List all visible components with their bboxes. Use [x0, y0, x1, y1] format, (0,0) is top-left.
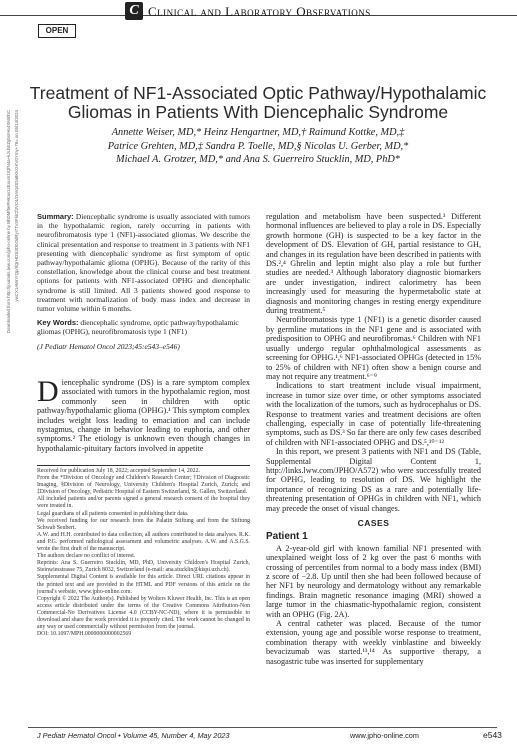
fn-supplemental: Supplemental Digital Content is available for this article. Direct URL citations appear in the printed text and are provided in the HTML and PDF versions of this article on the journal's website, www.jpho-online.com. [37, 574, 250, 595]
footer-rule [28, 727, 497, 728]
download-watermark [4, 110, 26, 530]
para-regulation: regulation and metabolism have been suspected.³ Different hormonal influences are believed to play a role in DS. Especially growth hormone (GH) is suspected to be a key factor in the development of DS. Elevation of GH, partial resistance to GH, and changes in its regulation have been described in patients with DS.²,⁴ Ghrelin and leptin might also play a role but further studies are needed.³ Although laboratory diagnostic biomarkers are under investigation, indirect calorimetry has been increasingly used for measuring the hypermetabolic state at diagnosis and monitoring changes in resting energy expenditure during treatment.⁵ [266, 212, 481, 316]
abstract-text: Diencephalic syndrome is usually associated with tumors in the hypothalamic region, rarely occurring in patients with neurofibromatosis type 1 (NF1)-associated gliomas. We describe the clinical presentation and response to treatment in 3 patients with NF1 presenting with diencephalic syndrome as first symptom of optic pathway/hypothalamic glioma (OPHG). Because of the rarity of this constellation, knowledge about the clinical course and best treatment options for patients with NF1-associated OPHG and diencephalic syndrome is still limited. All 3 patients showed good response to treatment with normalization of body mass index and decrease in tumor volume within 6 months. [37, 212, 251, 314]
fn-received: Received for publication July 18, 2022; accepted September 14, 2022. [37, 468, 200, 474]
fn-funding: We received funding for our research from the Palatin Stiftung and from the Stiftung Schwab Seubert. [37, 517, 250, 531]
title-line-2: Gliomas in Patients With Diencephalic Syndrome [67, 102, 449, 122]
para-nf1: Neurofibromatosis type 1 (NF1) is a genetic disorder caused by germline mutations in the NF1 gene and is associated with predisposition to OPHG and neurofibromas.⁶ Children with NF1 usually undergo regular ophthalmological assessments as screening for OPHG.¹,⁶ NF1-associated OPHGs (detected in 15% to 25% of children with NF1) often show a benign course and may not require any treatment.⁶⁻⁹ [266, 315, 481, 381]
abstract [37, 212, 250, 313]
article-title [28, 84, 488, 122]
footer-journal-info: J Pediatr Hematol Oncol • Volume 45, Number 4, May 2023 [37, 731, 230, 740]
fn-consent: All included patients and/or parents signed a general research consent of the hospital they were treated in. [37, 496, 250, 510]
abstract-block [37, 212, 250, 351]
patient-1-heading: Patient 1 [266, 531, 308, 543]
intro-text: iencephalic syndrome (DS) is a rare symptom complex associated with tumors in the hypothalamic region, most commonly seen in children with optic pathway/hypothalamic glioma (OPHG).¹ This symptom complex includes weight loss leading to emaciation and can include nystagmus, change in behavior leading to euphoria, and other symptoms.² The etiology is unknown even though changes in hypothalamic-pituitary factors involved in appetite [37, 378, 250, 453]
keywords-label: Key Words: [37, 318, 79, 328]
fn-copyright: Copyright © 2022 The Author(s). Published by Wolters Kluwer Health, Inc. This is an open access article distributed under the terms of the Creative Commons Attribution-Non Commercial-No Derivatives License 4.0 (CCBY-NC-ND), where it is permissible to download and share the work provided it is properly cited. The work cannot be changed in any way or used commercially without permission from the journal. [37, 595, 250, 631]
open-access-badge: OPEN [38, 24, 76, 38]
body-right-column [266, 212, 481, 666]
fn-reprints: Reprints: Ana S. Guerreiro Stucklin, MD, PhD, University Children's Hospital Zurich, Steinwiesstrasse 75, Zurich 8032, Switzerland (e-mail: ana.stucklin@kispi.uzh.ch). [37, 560, 250, 574]
author-list [28, 126, 488, 167]
para-indications: Indications to start treatment include visual impairment, increase in tumor size over time, or other symptoms associated with the localization of the tumors, such as hydrocephalus or DS. Response to treatment varies and treatment decisions are often challenging, especially in case of potentially life-threatening symptoms, such as DS.³ So far there are only few cases described of children with NF1-associated OPHG and DS.⁵,¹⁰⁻¹² [266, 381, 481, 447]
fn-affiliations: From the *Division of Oncology and Children's Research Center; †Division of Diagnostic Imaging, §Division of Neurology, University Children's Hospital Zurich, Zurich; and ‡Division of Oncology, Pediatric Hospital of Eastern Switzerland, St. Gallen, Switzerland. [37, 475, 250, 496]
cases-heading: CASES [357, 518, 390, 528]
keywords [37, 318, 250, 336]
fn-contributions: A.W. and H.H. contributed to data collection, all authors contributed to data analyses. R.K. and P.G. performed radiological assessment and volumetric analyses. A.W. and A.S.G.S. wrote the first draft of the manuscript. [37, 531, 250, 553]
authors-line-3: Michael A. Grotzer, MD,* and Ana S. Guerreiro Stucklin, MD, PhD* [116, 154, 400, 165]
fn-conflict: The authors declare no conflict of interest. [37, 553, 136, 560]
page-number: e543 [483, 730, 502, 740]
authors-line-2: Patrice Grehten, MD,‡ Sandra P. Toelle, MD,§ Nicolas U. Gerber, MD,* [107, 140, 409, 152]
watermark-line-2: ywCX1AWnYQp/IlQrHD3i3D0OdRyi7TvSFl4Cf3VC4/OAVpDDa8KKGKV0Ymy+78= on 05/14/2024 [14, 110, 19, 302]
title-line-1: Treatment of NF1-Associated Optic Pathway/Hypothalamic [29, 83, 487, 103]
para-patient-1: A 2-year-old girl with known familial NF1 presented with unexplained weight loss of 2 kg over the past 6 months with crossing of percentiles from normal to a body mass index (BMI) z score of −2.8. Up until then she had been followed because of her NF1 by neurology and dermatology without any remarkable findings. Brain magnetic resonance imaging (MRI) showed a large tumor in the chiasmatic-hypothalamic region, consistent with an OPHG (Fig. 2A). [266, 543, 481, 619]
fn-guardians: Legal guardians of all patients consented in publishing their data. [37, 510, 189, 517]
fn-doi: DOI: 10.1097/MPH.0000000000002569 [37, 631, 132, 638]
journal-citation: (J Pediatr Hematol Oncol 2023;45:e543–e546) [37, 341, 180, 351]
keywords-text: diencephalic syndrome, optic pathway/hypothalamic gliomas (OPHG), neurofibromatosis type 1 (NF1) [37, 318, 239, 337]
para-report: In this report, we present 3 patients with NF1 and DS (Table, Supplemental Digital Content 1, http://links.lww.com/JPHO/A572) who were successfully treated for OPHG, leading to resolution of DS. We highlight the importance of recognizing DS as a rare and potentially life-threatening presentation of OPHGs in children with NF1, which may precede the onset of visual changes. [266, 447, 481, 513]
journal-logo: C [125, 2, 143, 20]
footnote-rule [37, 465, 250, 466]
journal-section-name: Clinical and Laboratory Observations [148, 4, 371, 19]
para-treatment: A central catheter was placed. Because of the tumor extension, young age and possible worse response to treatment, combination therapy with weekly vinblastine and biweekly bevacizumab was started.¹³,¹⁴ As supportive therapy, a nasogastric tube was inserted for supplementary [266, 619, 481, 666]
watermark-line-1: Downloaded from http://journals.lww.com/jpho-online by BhDMf5ePHKav1zEoum1tQfN4a+kJLhEZgbsIHo4XMi0hC [6, 110, 11, 334]
authors-line-1: Annette Weiser, MD,* Heinz Hengartner, MD,† Raimund Kottke, MD,‡ [111, 127, 405, 138]
footnotes [37, 468, 250, 638]
dropcap: D [37, 375, 59, 408]
intro-paragraph [37, 375, 250, 453]
abstract-label: Summary: [37, 212, 74, 221]
footer-website[interactable]: www.jpho-online.com [350, 731, 419, 740]
